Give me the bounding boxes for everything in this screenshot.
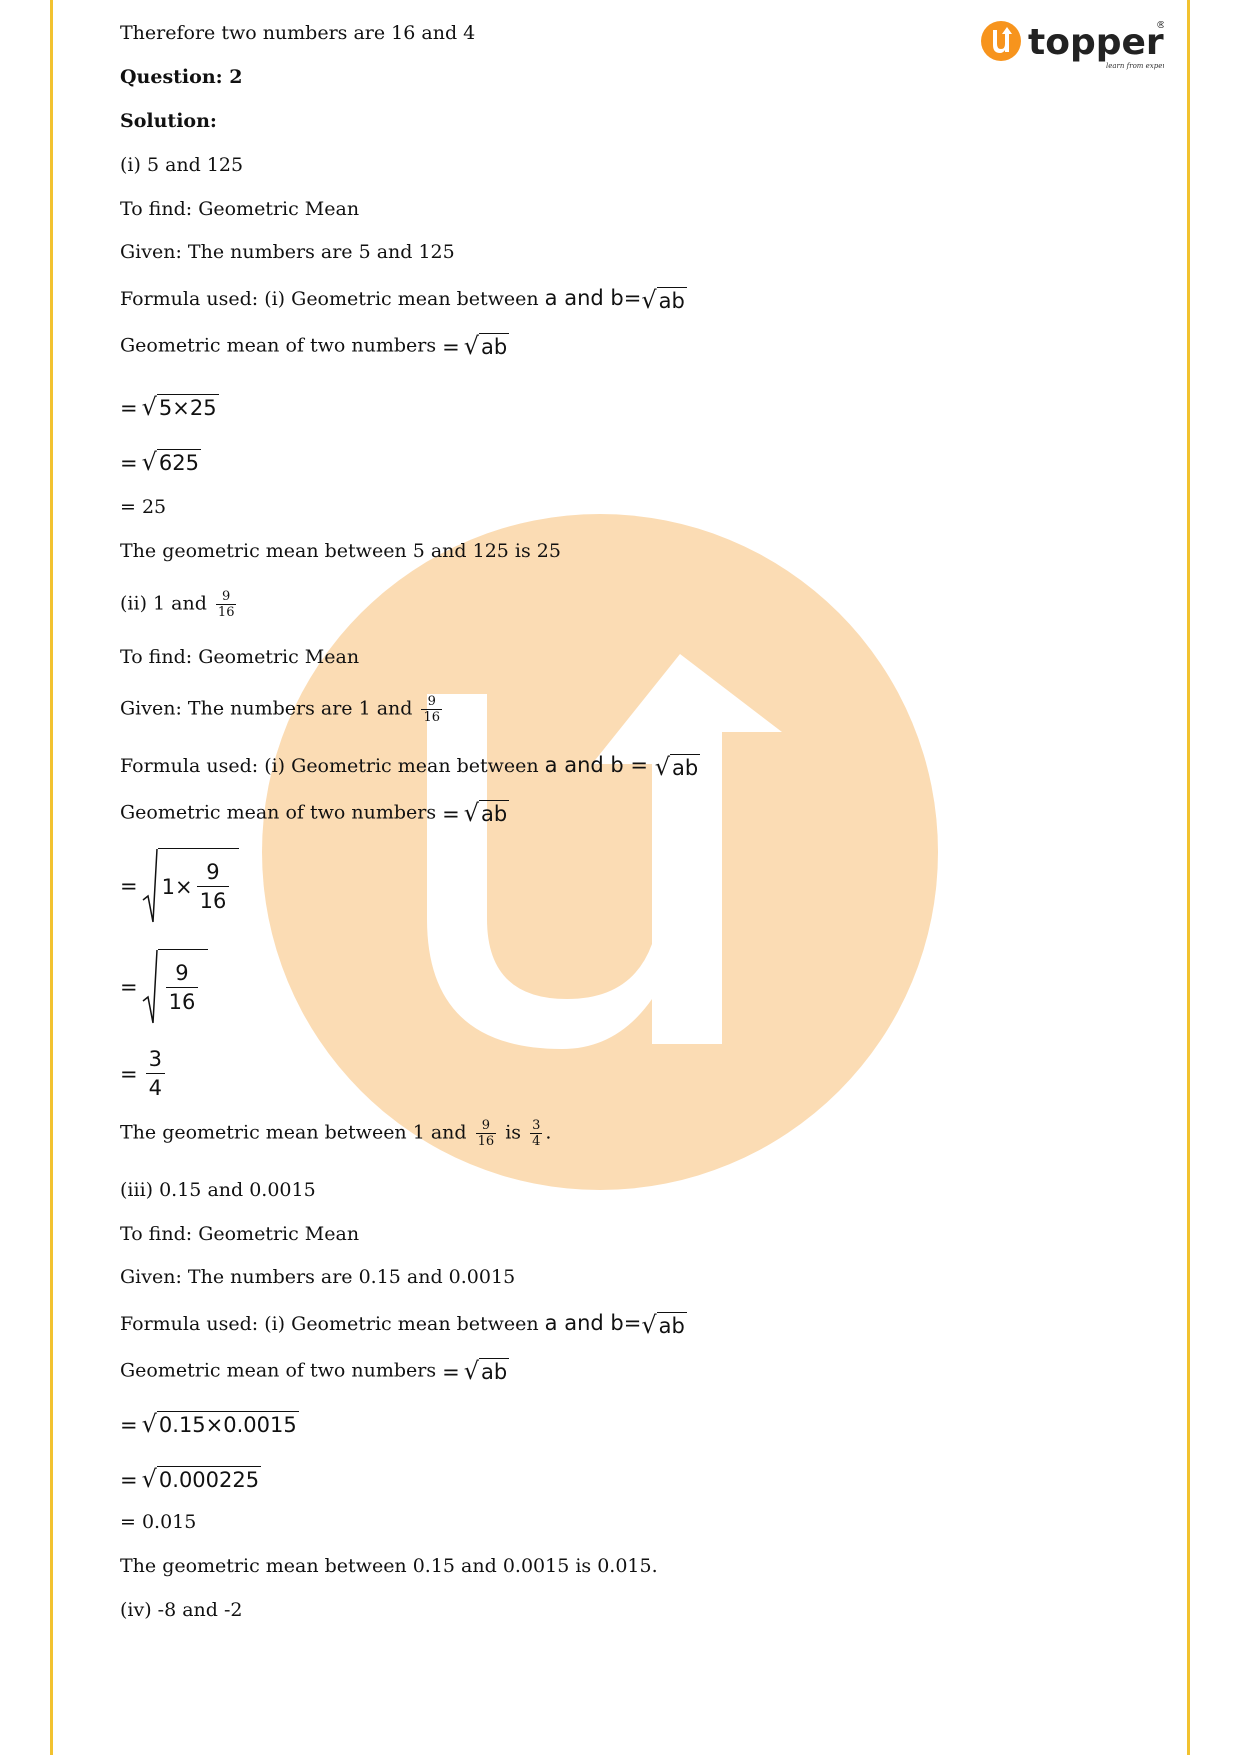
part-heading: (i) 5 and 125 — [120, 154, 244, 176]
radicand: 625 — [158, 451, 199, 475]
radicand: ab — [481, 335, 508, 359]
result-line — [120, 1045, 169, 1102]
sqrt-expression: √ ab — [641, 1310, 685, 1339]
solution-heading: Solution: — [120, 110, 217, 132]
fraction: $\frac{9}{16}$ — [477, 1118, 495, 1149]
equals-sign: = — [120, 1061, 138, 1086]
radicand: ab — [658, 1313, 685, 1338]
formula-text: Formula used: (i) Geometric mean between — [120, 1313, 545, 1335]
part-text: (ii) 1 and — [120, 592, 213, 615]
sqrt-expression — [142, 949, 209, 1025]
equals-sign: = — [120, 874, 138, 898]
equals-sign: = — [442, 801, 460, 826]
sqrt-expression: √ ab — [654, 752, 699, 781]
utopper-logo-icon — [978, 16, 1164, 76]
equals-sign: = — [120, 1467, 138, 1492]
gm-definition-line — [120, 333, 509, 360]
radicand: ab — [671, 755, 699, 780]
equals-sign: = — [442, 1359, 460, 1384]
calc-line — [120, 1411, 299, 1438]
left-border — [50, 0, 53, 1755]
calc-line — [120, 1466, 261, 1493]
conclusion-text: The geometric mean between 1 and — [120, 1121, 473, 1144]
result-line: = 25 — [120, 496, 167, 518]
gm-text: Geometric mean of two numbers — [120, 1359, 443, 1382]
fraction: $\frac{9}{16}$ — [423, 694, 441, 725]
logo-text: topper — [1028, 22, 1164, 63]
radicand: ab — [481, 802, 508, 826]
radicand: ab — [658, 288, 685, 313]
part-heading — [120, 589, 239, 620]
formula-math: a and b= — [544, 286, 642, 310]
gm-definition-line — [120, 800, 509, 827]
text-line: Given: The numbers are 0.15 and 0.0015 — [120, 1266, 516, 1288]
logo-tagline: learn from expe — [1106, 62, 1163, 70]
utopper-logo — [978, 16, 1164, 76]
calc-line — [120, 949, 208, 1025]
conclusion-line — [120, 1118, 551, 1149]
formula-text: Formula used: (i) Geometric mean between — [120, 755, 545, 777]
text-line: To find: Geometric Mean — [120, 1223, 360, 1245]
utopper-watermark-icon — [262, 514, 938, 1190]
given-text: Given: The numbers are 1 and — [120, 697, 419, 720]
gm-text: Geometric mean of two numbers — [120, 801, 443, 824]
gm-text: Geometric mean of two numbers — [120, 334, 443, 357]
sqrt-expression: √ ab — [463, 332, 508, 360]
formula-line — [120, 286, 687, 314]
equals-sign: = — [120, 1412, 138, 1437]
formula-math: a and b= — [544, 1311, 642, 1335]
sqrt-expression: √ 625 — [141, 448, 199, 476]
part-heading: (iii) 0.15 and 0.0015 — [120, 1179, 316, 1201]
calc-line — [120, 449, 201, 476]
calc-line — [120, 394, 219, 421]
sqrt-expression: √ ab — [463, 799, 508, 827]
conclusion-text: is — [499, 1121, 528, 1144]
conclusion-text: . — [545, 1121, 552, 1144]
equals-sign: = — [120, 975, 138, 999]
equals-sign: = — [120, 450, 138, 475]
formula-line — [120, 1311, 687, 1339]
formula-math: a and b = — [544, 753, 655, 777]
text-line: Therefore two numbers are 16 and 4 — [120, 22, 476, 44]
radicand: 1× — [161, 874, 193, 899]
text-line: Given: The numbers are 5 and 125 — [120, 241, 455, 263]
fraction: $\frac{9}{16}$ — [217, 589, 235, 620]
question-heading: Question: 2 — [120, 66, 243, 88]
calc-line — [120, 848, 239, 924]
fraction: $\frac{3}{4}$ — [146, 1045, 165, 1102]
text-line: To find: Geometric Mean — [120, 198, 360, 220]
radicand: 5×25 — [158, 396, 217, 420]
equals-sign: = — [120, 395, 138, 420]
fraction: $\frac{3}{4}$ — [532, 1118, 541, 1149]
sqrt-expression: √ ab — [641, 285, 685, 314]
text-line: To find: Geometric Mean — [120, 646, 360, 668]
sqrt-expression — [142, 848, 240, 924]
formula-line — [120, 753, 700, 781]
right-border — [1187, 0, 1190, 1755]
radicand: 0.15×0.0015 — [158, 1413, 297, 1437]
formula-text: Formula used: (i) Geometric mean between — [120, 288, 545, 310]
logo-registered: ® — [1156, 20, 1164, 31]
conclusion-line: The geometric mean between 0.15 and 0.0015 is 0.015. — [120, 1555, 658, 1577]
sqrt-expression: √ 0.15×0.0015 — [141, 1410, 297, 1438]
gm-definition-line — [120, 1358, 509, 1385]
radicand: ab — [481, 1360, 508, 1384]
result-line: = 0.015 — [120, 1511, 197, 1533]
sqrt-expression: √ ab — [463, 1357, 508, 1385]
part-heading: (iv) -8 and -2 — [120, 1599, 243, 1621]
sqrt-expression: √ 5×25 — [141, 393, 217, 421]
equals-sign: = — [442, 334, 460, 359]
conclusion-line: The geometric mean between 5 and 125 is 25 — [120, 540, 561, 562]
sqrt-expression: √ 0.000225 — [141, 1465, 260, 1493]
fraction: 9 16 — [166, 959, 199, 1016]
given-line — [120, 694, 445, 725]
radicand: 0.000225 — [158, 1468, 260, 1492]
fraction: $\frac{9}{16}$ — [197, 858, 230, 915]
